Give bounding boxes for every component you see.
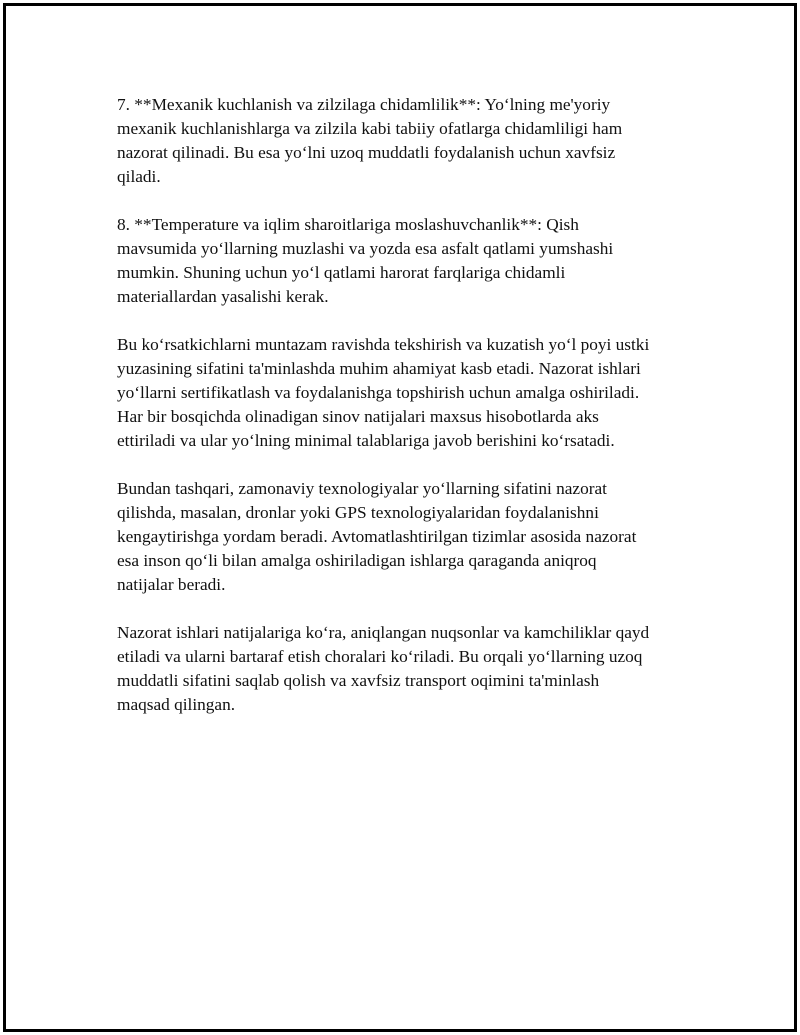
document-body	[117, 93, 707, 741]
paragraph-line: nazorat qilinadi. Bu esa yo‘lni uzoq muddatli foydalanish uchun xavfsiz	[117, 143, 616, 162]
paragraph-line: yo‘llarni sertifikatlash va foydalanishga topshirish uchun amalga oshiriladi.	[117, 383, 640, 402]
paragraph-line: mexanik kuchlanishlarga va zilzila kabi tabiiy ofatlarga chidamliligi ham	[117, 119, 623, 138]
paragraph-line: muddatli sifatini saqlab qolish va xavfsiz transport oqimini ta'minlash	[117, 671, 600, 690]
paragraph-line: natijalar beradi.	[117, 575, 226, 594]
paragraph-line: yuzasining sifatini ta'minlashda muhim ahamiyat kasb etadi. Nazorat ishlari	[117, 359, 641, 378]
paragraph-line: ettiriladi va ular yo‘lning minimal talablariga javob berishini ko‘rsatadi.	[117, 431, 615, 450]
paragraph-line: mumkin. Shuning uchun yo‘l qatlami harorat farqlariga chidamli	[117, 263, 566, 282]
paragraph-mechanical-resistance	[117, 93, 707, 189]
paragraph-line: Nazorat ishlari natijalariga ko‘ra, aniqlangan nuqsonlar va kamchiliklar qayd	[117, 623, 650, 642]
paragraph-line: Bundan tashqari, zamonaviy texnologiyalar yo‘llarning sifatini nazorat	[117, 479, 607, 498]
paragraph-inspection-monitoring	[117, 333, 707, 453]
paragraph-line: 7. **Mexanik kuchlanish va zilzilaga chidamlilik**: Yo‘lning me'yoriy	[117, 95, 611, 114]
paragraph-line: materiallardan yasalishi kerak.	[117, 287, 329, 306]
paragraph-modern-technologies	[117, 477, 707, 597]
paragraph-line: Bu ko‘rsatkichlarni muntazam ravishda tekshirish va kuzatish yo‘l poyi ustki	[117, 335, 650, 354]
paragraph-line: maqsad qilingan.	[117, 695, 236, 714]
paragraph-line: qilishda, masalan, dronlar yoki GPS texnologiyalaridan foydalanishni	[117, 503, 599, 522]
paragraph-line: qiladi.	[117, 167, 161, 186]
paragraph-line: etiladi va ularni bartaraf etish choralari ko‘riladi. Bu orqali yo‘llarning uzoq	[117, 647, 643, 666]
paragraph-line: esa inson qo‘li bilan amalga oshiriladigan ishlarga qaraganda aniqroq	[117, 551, 597, 570]
paragraph-line: kengaytirishga yordam beradi. Avtomatlashtirilgan tizimlar asosida nazorat	[117, 527, 637, 546]
paragraph-temperature-adaptation	[117, 213, 707, 309]
paragraph-inspection-results	[117, 621, 707, 717]
paragraph-line: Har bir bosqichda olinadigan sinov natijalari maxsus hisobotlarda aks	[117, 407, 599, 426]
paragraph-line: 8. **Temperature va iqlim sharoitlariga moslashuvchanlik**: Qish	[117, 215, 579, 234]
paragraph-line: mavsumida yo‘llarning muzlashi va yozda esa asfalt qatlami yumshashi	[117, 239, 614, 258]
